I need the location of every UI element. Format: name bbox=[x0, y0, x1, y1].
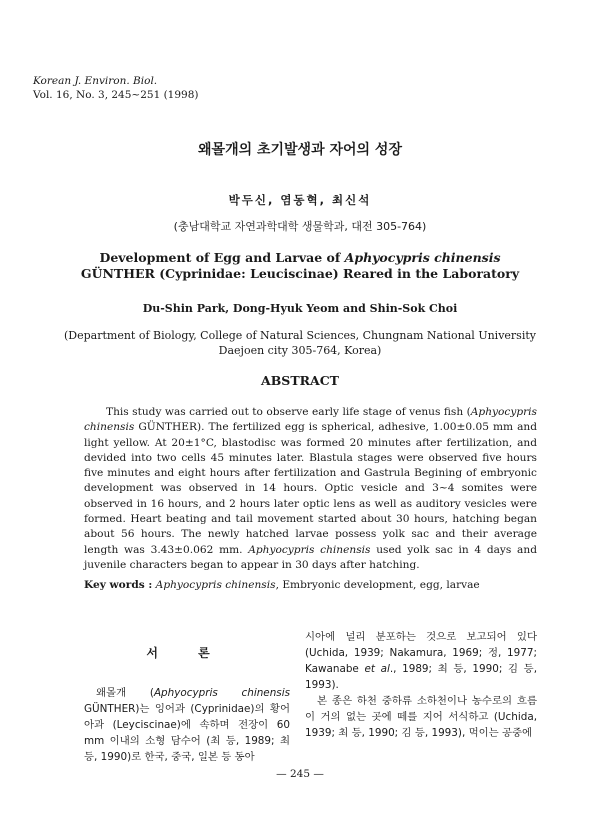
intro-text-b: GÜNTHER)는 잉어과 (Cyprinidae)의 황어아과 (Leyciscinae)에 속하며 전장이 60 mm 이내의 소형 담수어 (최 등, 1989; 최 등, 1990)로 한국, 중국, 일본 등 동아 bbox=[84, 703, 290, 763]
journal-name: Korean J. Environ. Biol. bbox=[33, 75, 158, 87]
intro-paragraph-2: 본 종은 하천 중하류 소하천이나 농수로의 흐름이 거의 없는 곳에 떼를 지어 서식하고 (Uchida, 1939; 최 등, 1990; 김 등, 1993), 먹이는 공중에 bbox=[305, 695, 537, 739]
title-korean: 왜몰개의 초기발생과 자어의 성장 bbox=[198, 142, 402, 158]
authors-korean: 박두신, 염동혁, 최신석 bbox=[228, 193, 372, 207]
intro-cont-text-a: 시아에 널리 분포하는 것으로 보고되어 있다 (Uchida, 1939; Nakamura, 1969; 정, 1977; Kawanabe bbox=[305, 631, 537, 675]
keywords-rest: , Embryonic development, egg, larvae bbox=[275, 579, 480, 591]
keywords-species: Aphyocypris chinensis bbox=[155, 579, 276, 591]
intro-species: Aphyocypris chinensis bbox=[153, 687, 290, 699]
right-column bbox=[305, 629, 537, 741]
abstract-species-1: Aphyocypris chinensis bbox=[84, 406, 537, 434]
intro-paragraph-1-cont bbox=[305, 629, 537, 693]
affiliation-korean: (충남대학교 자연과학대학 생물학과, 대전 305-764) bbox=[173, 220, 427, 233]
abstract-text-2: GÜNTHER). The fertilized egg is spherical, adhesive, 1.00±0.05 mm and light yellow. At 20±1°C, blastodisc was formed 20 minutes after fertilization, and devided into two cells 45 minutes later. Blastula stages were observed five hours five minutes and eight hours after fertilization and Gastrula Begining of embryonic development was observed in 14 hours. Optic vesicle and 3~4 somites were observed in 16 hours, and 2 hours later optic lens as well as auditory vesicles were formed. Heart beating and tail movement started about 30 hours, hatching began about 56 hours. The newly hatched larvae possess yolk sac and their average length was 3.43±0.062 mm. bbox=[84, 421, 537, 556]
journal-citation bbox=[33, 74, 199, 102]
keywords bbox=[84, 579, 554, 591]
keywords-label: Key words : bbox=[84, 579, 153, 591]
intro-text-a: 왜몰개 ( bbox=[96, 687, 154, 699]
abstract-species-2: Aphyocypris chinensis bbox=[248, 543, 371, 556]
abstract-text-3: used yolk sac in 4 days and juvenile characters began to appear in 30 days after hatching. bbox=[84, 543, 537, 571]
title-english-line2: GÜNTHER (Cyprinidae: Leuciscinae) Reared in the Laboratory bbox=[80, 266, 520, 281]
left-column bbox=[84, 640, 290, 765]
intro-paragraph-1 bbox=[84, 685, 290, 765]
intro-cont-text-b: ., 1989; 최 등, 1990; 김 등, 1993). bbox=[305, 663, 537, 691]
title-species: Aphyocypris chinensis bbox=[344, 250, 501, 265]
abstract-heading: ABSTRACT bbox=[261, 373, 339, 388]
journal-volume: Vol. 16, No. 3, 245~251 (1998) bbox=[33, 89, 199, 101]
section-heading-intro: 서 론 bbox=[146, 646, 228, 660]
title-english bbox=[0, 250, 600, 282]
title-prefix: Development of Egg and Larvae of bbox=[99, 250, 345, 265]
intro-etal: et al bbox=[364, 663, 390, 675]
affiliation-english: (Department of Biology, College of Natural Sciences, Chungnam National University Daejoen city 305-764, Korea) bbox=[64, 329, 536, 357]
abstract-body bbox=[84, 405, 537, 573]
page-number: — 245 — bbox=[276, 768, 324, 780]
abstract-text-1: This study was carried out to observe early life stage of venus fish ( bbox=[106, 406, 471, 418]
title-english-line1 bbox=[0, 250, 600, 266]
authors-english: Du-Shin Park, Dong-Hyuk Yeom and Shin-Sok Choi bbox=[142, 302, 458, 315]
